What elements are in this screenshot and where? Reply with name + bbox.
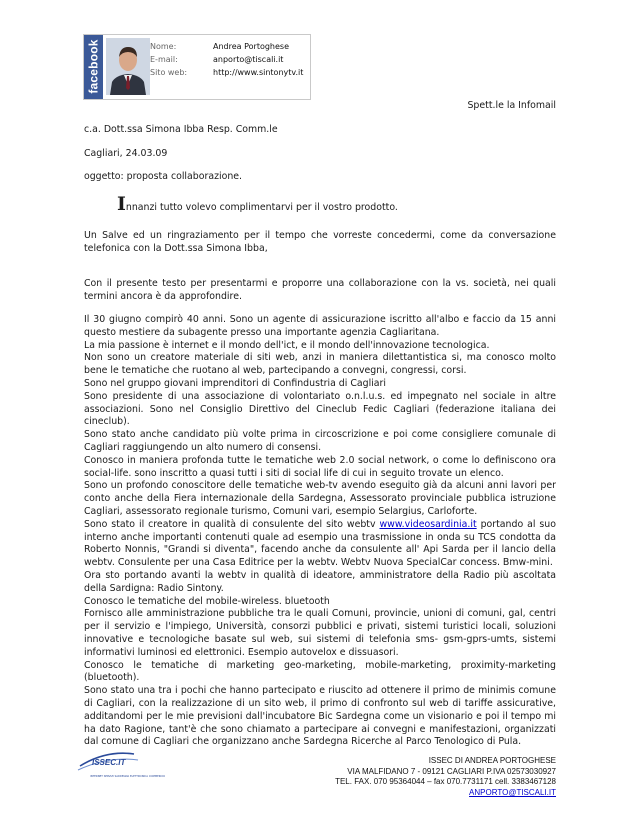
footer-address: VIA MALFIDANO 7 - 09121 CAGLIARI P.IVA 02573030927 — [347, 766, 556, 776]
footer-email[interactable]: ANPORTO@TISCALI.IT — [469, 787, 556, 797]
body-paragraph: Sono un profondo conoscitore delle tematiche web-tv avendo eseguito già da alcuni anni lavori per conto anche della Fiera internazionale della Sardegna, Assessorato provinciale pubblica istruzione Cagliari, assessorato regionale turismo, Comuni vari, esempio Selargius, Carloforte. — [84, 480, 556, 517]
body-paragraph: Sono stato una tra i pochi che hanno partecipato e riuscito ad ottenere il primo de minimis comune di Cagliari, con la realizzazione di un sito web, il primo di confronto sul web di tariffe assicurative, additandomi per le mie previsioni dall'incubatore Bic Sardegna come un visionario e poi il tempo mi ha dato Ragione, tant'è che sono chiamato a partecipare ai convegni e manifestazioni, organizzati dal comune di Cagliari che organizzano anche Sardegna Ricerche al Parco Tenologico di Pula. — [84, 685, 556, 748]
body-paragraph: Ora sto portando avanti la webtv in qualità di ideatore, amministratore della Radio più ascoltata della Sardigna: Radio Sintony. — [84, 569, 556, 594]
videosardinia-link[interactable]: www.videosardinia.it — [379, 518, 477, 530]
greeting-paragraph: Un Salve ed un ringraziamento per il tempo che vorreste concedermi, come da conversazione telefonica con la Dott.ssa Simona Ibba, — [84, 230, 556, 254]
body-paragraph: Sono stato anche candidato più volte prima in circoscrizione e poi come consigliere comunale di Cagliari raggiungendo un alto numero di consensi. — [84, 429, 556, 453]
body-paragraph: Conosco le tematiche di marketing geo-marketing, mobile-marketing, proximity-marketing (bluetooth). — [84, 659, 556, 684]
issec-logo — [76, 748, 172, 780]
svg-text:INTERNET SERVIZI SARDEGNA ELET: INTERNET SERVIZI SARDEGNA ELETTRONICA COMMERCIO — [90, 775, 166, 778]
website-value[interactable]: http://www.sintonytv.it — [213, 68, 304, 77]
attention-line: c.a. Dott.ssa Simona Ibba Resp. Comm.le — [84, 124, 278, 135]
facebook-strip — [84, 35, 103, 99]
body-paragraph: Sono nel gruppo giovani imprenditori di Confindustria di Cagliari — [84, 377, 387, 389]
body-paragraph: Non sono un creatore materiale di siti web, anzi in maniera dilettantistica si, ma conosco molto bene le tematiche che ruotano al web, partecipando a convegni, congressi, corsi. — [84, 352, 556, 377]
website-label: Sito web: — [150, 68, 188, 77]
email-label: E-mail: — [150, 55, 178, 64]
body-text: portando al suo interno anche importanti contenuti quale ad esempio una trasmissione in onda su TCS condotta da Roberto Nonnis, "Grandi si diventa", facendo anche da consulente all' Api Sarda per il lancio della webtv. Consulente per una Casa Editrice per la webtv. Webtv Nuova SpecialCar concess. Bmw-mini. — [84, 518, 556, 569]
body-text: Sono stato il creatore in qualità di consulente del sito webtv — [84, 518, 380, 530]
body-paragraph: Il 30 giugno compirò 40 anni. Sono un agente di assicurazione iscritto all'albo e faccio da 15 anni questo mestiere da subagente presso una importante agenzia Cagliaritana. — [84, 314, 556, 338]
email-value[interactable]: anporto@tiscali.it — [213, 55, 284, 64]
footer-company: ISSEC DI ANDREA PORTOGHESE — [428, 756, 556, 765]
letter-body — [84, 314, 556, 749]
svg-text:ISSEC.IT: ISSEC.IT — [92, 758, 126, 767]
body-paragraph: La mia passione è internet e il mondo dell'ict, e il mondo dell'innovazione tecnologica. — [84, 339, 490, 351]
facebook-badge[interactable] — [83, 34, 311, 100]
drop-cap: I — [117, 193, 126, 215]
name-value: Andrea Portoghese — [213, 42, 290, 51]
footer-phones: TEL. FAX. 070 95364044 – fax 070.7731171 cell. 3383467128 — [335, 777, 556, 787]
body-paragraph: Sono presidente di una associazione di volontariato o.n.l.u.s. ed impegnato nel sociale in altre associazioni. Sono nel Consiglio Direttivo del Cineclub Fedic Cagliari (federazione italiana dei cineclub). — [84, 390, 556, 428]
facebook-logo-text: facebook — [86, 39, 101, 94]
body-paragraph: Conosco in maniera profonda tutte le tematiche web 2.0 social network, o come lo definiscono ora social-life. sono inscritto a quasi tutti i siti di social life di cui in seguito trovate un elenco. — [84, 454, 556, 479]
subject-line: oggetto: proposta collaborazione. — [84, 171, 243, 182]
letterhead-footer — [335, 756, 556, 798]
opening-text: nnanzi tutto volevo complimentarvi per il vostro prodotto. — [125, 202, 398, 213]
profile-photo — [106, 38, 150, 95]
name-label: Nome: — [150, 42, 177, 51]
body-paragraph: Conosco le tematiche del mobile-wireless. bluetooth — [84, 595, 330, 607]
body-paragraph: Fornisco alle amministrazione pubbliche tra le quali Comuni, provincie, unioni di comuni, gal, centri per il servizio e l'impiego, Università, consorzi pubblici e privati, sistemi turistici locali, soluzioni innovative e tecnologiche basate sul web, sui sistemi di telefonia sms- gsm-gprs-umts, sistemi informativi luminosi ed elettronici. Esempio autovelox e dissuasori. — [84, 608, 556, 658]
recipient: Spett.le la Infomail — [467, 100, 556, 111]
place-date: Cagliari, 24.03.09 — [84, 148, 168, 159]
intro-paragraph: Con il presente testo per presentarmi e proporre una collaborazione con la vs. società, nei quali termini ancora è da approfondire. — [84, 278, 556, 302]
body-paragraph — [84, 519, 556, 570]
opening-sentence — [117, 193, 557, 215]
